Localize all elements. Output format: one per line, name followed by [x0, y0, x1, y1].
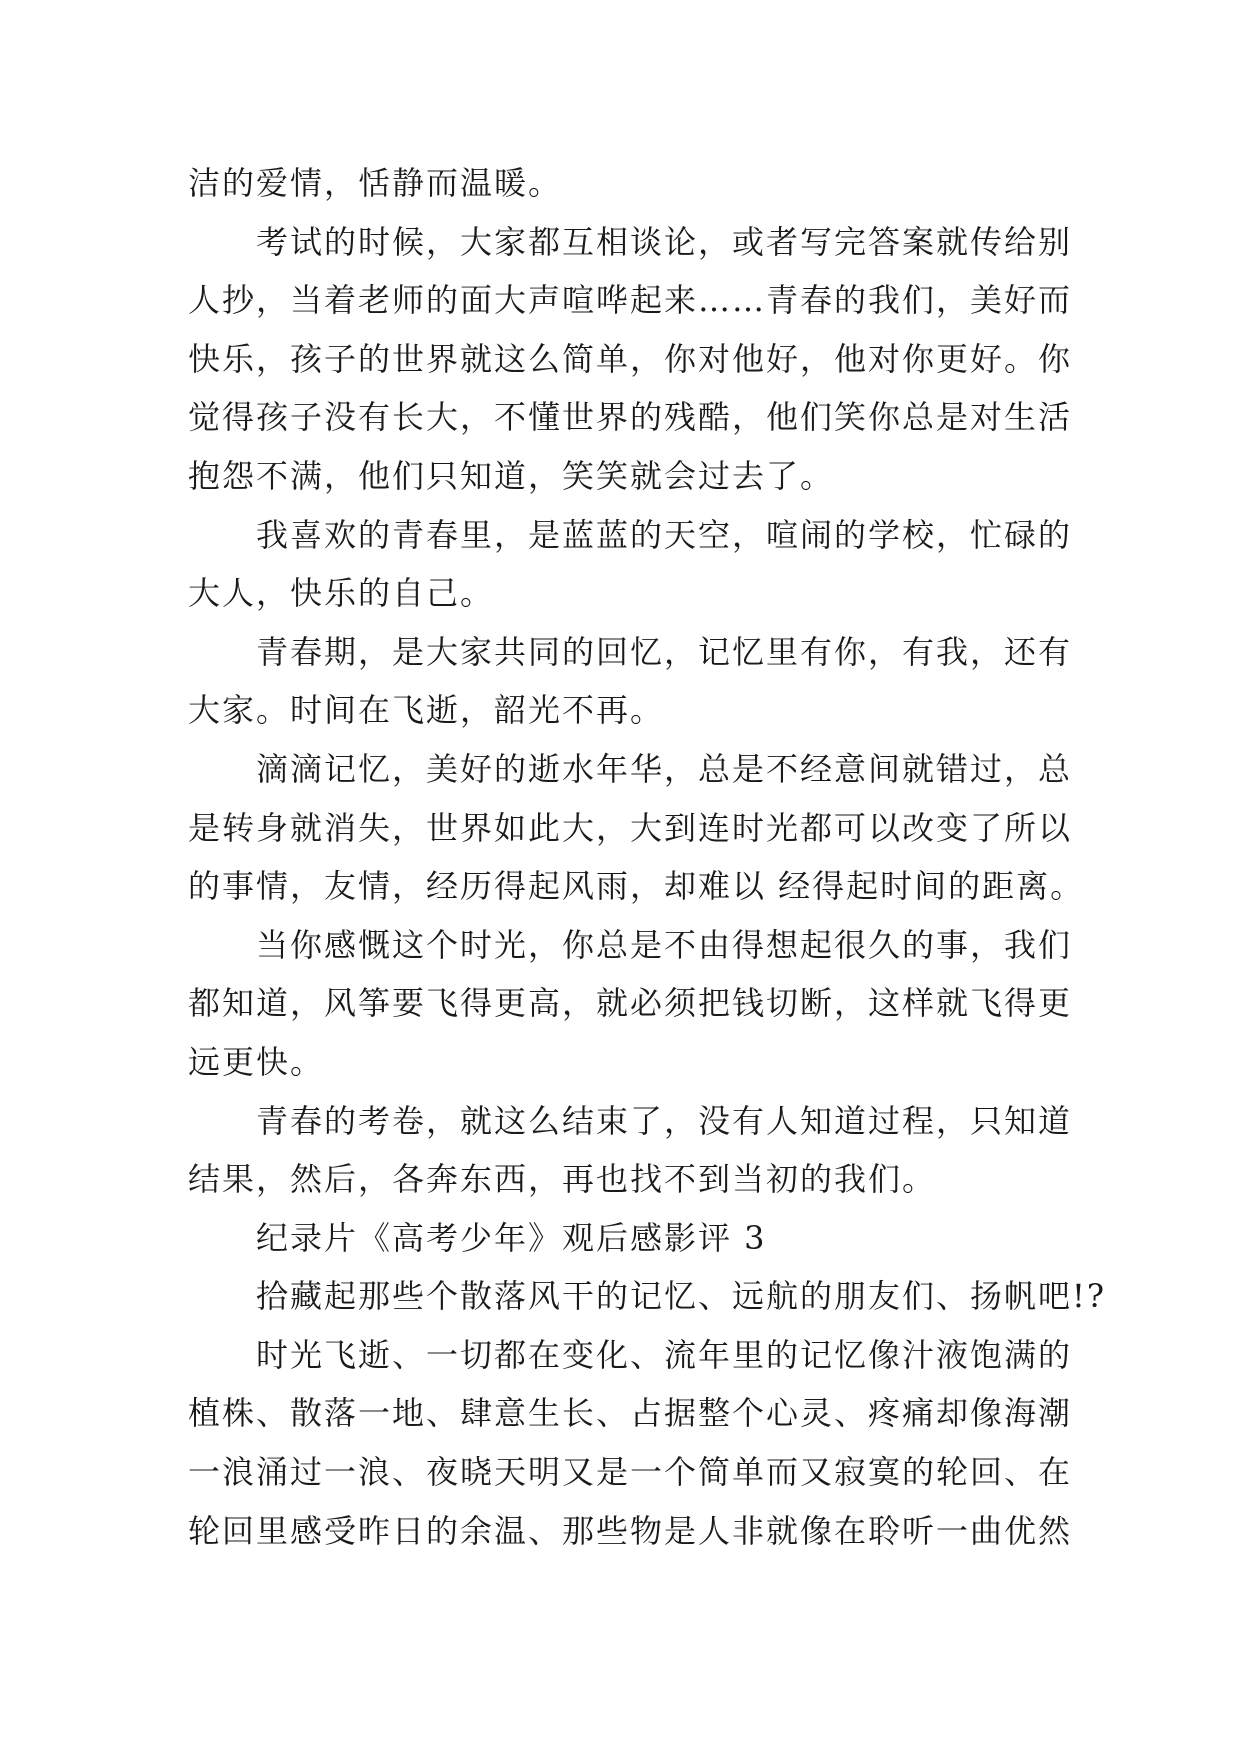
text-line: 觉得孩子没有长大，不懂世界的残酷，他们笑你总是对生活	[188, 398, 1073, 437]
text-line: 考试的时候，大家都互相谈论，或者写完答案就传给别	[188, 222, 1073, 261]
text-line: 都知道，风筝要飞得更高，就必须把钱切断，这样就飞得更	[188, 984, 1073, 1023]
text-line: 远更快。	[188, 1042, 325, 1081]
text-line: 大家。时间在飞逝，韶光不再。	[188, 691, 665, 730]
text-line: 一浪涌过一浪、夜晓天明又是一个简单而又寂寞的轮回、在	[188, 1453, 1073, 1492]
text-line: 的事情，友情，经历得起风雨，却难以 经得起时间的距离。	[188, 867, 1085, 906]
text-line: 人抄，当着老师的面大声喧哗起来……青春的我们，美好而	[188, 281, 1073, 320]
text-line: 大人，快乐的自己。	[188, 574, 495, 613]
text-line: 当你感慨这个时光，你总是不由得想起很久的事，我们	[188, 925, 1073, 964]
text-line: 洁的爱情，恬静而温暖。	[188, 164, 563, 202]
text-line: 我喜欢的青春里，是蓝蓝的天空，喧闹的学校，忙碌的	[188, 515, 1073, 554]
body-text	[188, 154, 1107, 1560]
text-line: 时光飞逝、一切都在变化、流年里的记忆像汁液饱满的	[188, 1335, 1073, 1374]
text-line: 结果，然后，各奔东西，再也找不到当初的我们。	[188, 1160, 937, 1199]
text-line: 快乐，孩子的世界就这么简单，你对他好，他对你更好。你	[188, 339, 1073, 378]
text-line: 滴滴记忆，美好的逝水年华，总是不经意间就错过，总	[188, 749, 1073, 788]
text-line: 青春的考卷，就这么结束了，没有人知道过程，只知道	[188, 1101, 1073, 1140]
section-heading: 纪录片《高考少年》观后感影评 3	[188, 1218, 767, 1257]
text-line: 拾藏起那些个散落风干的记忆、远航的朋友们、扬帆吧!?	[188, 1277, 1107, 1316]
text-line: 轮回里感受昨日的余温、那些物是人非就像在聆听一曲优然	[188, 1511, 1073, 1550]
text-line: 青春期，是大家共同的回忆，记忆里有你，有我，还有	[188, 632, 1073, 671]
text-line: 抱怨不满，他们只知道，笑笑就会过去了。	[188, 456, 835, 495]
text-line: 植株、散落一地、肆意生长、占据整个心灵、疼痛却像海潮	[188, 1394, 1073, 1433]
text-line: 是转身就消失，世界如此大，大到连时光都可以改变了所以	[188, 808, 1073, 847]
